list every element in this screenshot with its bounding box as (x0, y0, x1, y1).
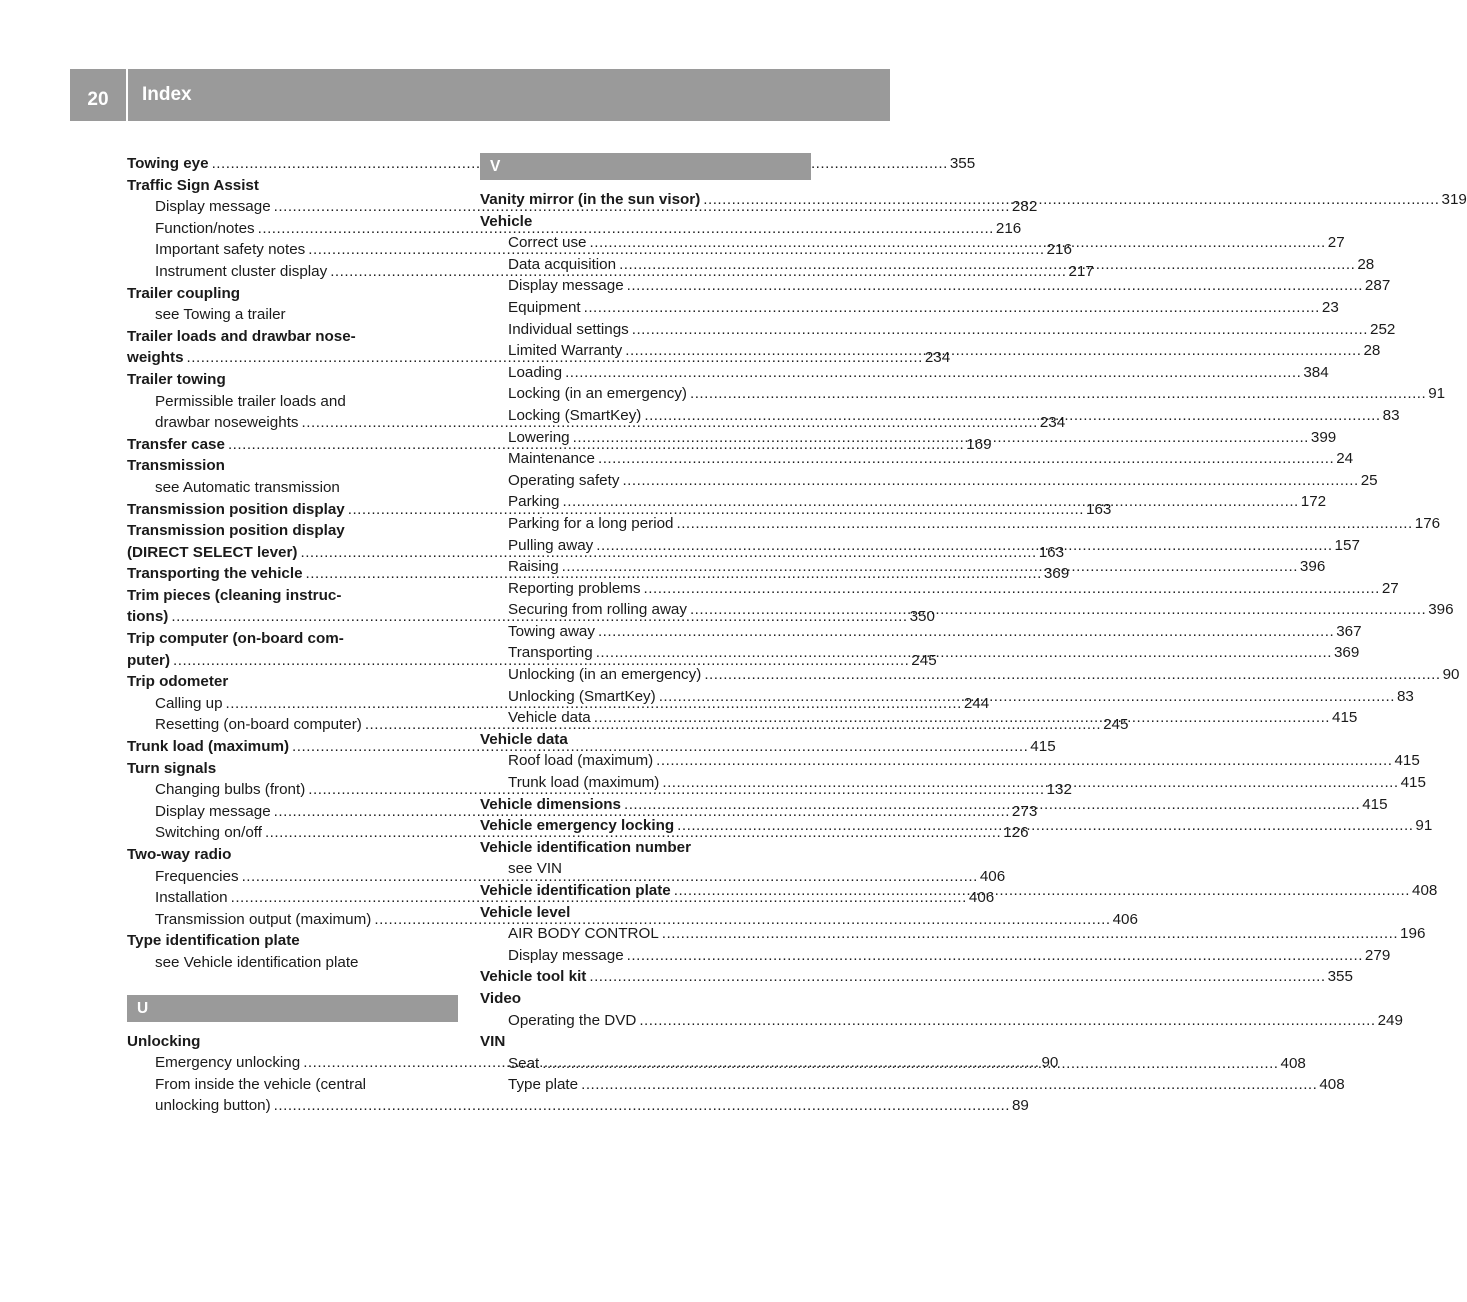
index-subentry[interactable] (480, 664, 1460, 686)
index-entry (127, 585, 458, 607)
dot-leader (622, 470, 1358, 492)
index-subentry (127, 304, 458, 326)
dot-leader (590, 232, 1326, 254)
dot-leader (677, 815, 1413, 837)
page-reference[interactable]: 126 (1003, 824, 1029, 842)
page-reference[interactable]: 90 (1442, 666, 1460, 684)
index-subentry[interactable] (480, 945, 1391, 967)
entry-text: Unlocking (in an emergency) (508, 666, 702, 684)
dot-leader (624, 794, 1360, 816)
dot-leader (542, 1053, 1278, 1075)
entry-text: Transmission position display (127, 500, 345, 518)
entry-text: Parking (508, 493, 560, 511)
entry-text: Trailer loads and drawbar nose- (127, 327, 356, 345)
index-entry (127, 758, 458, 780)
entry-text: Loading (508, 363, 563, 381)
entry-text: see Vehicle identification plate (155, 953, 359, 971)
page-reference[interactable]: 163 (1086, 500, 1112, 518)
dot-leader (703, 189, 1439, 211)
entry-text: Trunk load (maximum) (127, 738, 290, 756)
page-reference[interactable]: 25 (1360, 471, 1378, 489)
entry-text: Data acquisition (508, 255, 617, 273)
entry-text: Resetting (on-board computer) (155, 716, 362, 734)
index-subentry[interactable] (480, 923, 1426, 945)
index-subentry[interactable] (480, 470, 1378, 492)
page-reference[interactable]: 24 (1336, 450, 1354, 468)
entry-text: Type plate (508, 1076, 579, 1094)
page-reference[interactable]: 249 (1377, 1011, 1403, 1029)
dot-leader (619, 254, 1355, 276)
page-reference[interactable]: 408 (1280, 1054, 1306, 1072)
entry-text: Type identification plate (127, 932, 300, 950)
entry-text: Limited Warranty (508, 342, 623, 360)
index-subentry[interactable] (480, 513, 1441, 535)
index-entry[interactable] (480, 966, 1353, 988)
page-reference[interactable]: 273 (1011, 802, 1038, 820)
index-entry (127, 520, 458, 542)
entry-text: Towing eye (127, 155, 209, 172)
entry-text: Operating safety (508, 471, 620, 489)
entry-text: Trailer coupling (127, 284, 241, 302)
entry-text: Display message (508, 946, 624, 964)
section-spacer (127, 974, 458, 995)
page-reference[interactable]: 234 (1039, 414, 1066, 432)
dot-leader (644, 405, 1380, 427)
entry-text: Correct use (508, 234, 587, 252)
dot-leader (690, 383, 1426, 405)
index-subentry[interactable] (480, 362, 1329, 384)
entry-text: VIN (480, 1033, 506, 1051)
index-subentry (127, 391, 458, 413)
index-subentry (127, 952, 458, 974)
entry-text: Changing bulbs (front) (155, 781, 306, 799)
index-entry (127, 175, 458, 197)
entry-text: Display message (155, 198, 271, 216)
index-subentry[interactable] (480, 383, 1446, 405)
page-reference[interactable]: 415 (1400, 774, 1426, 792)
dot-leader (562, 556, 1298, 578)
dot-leader (656, 750, 1392, 772)
index-entry (127, 283, 458, 305)
entry-text: unlocking button) (155, 1097, 271, 1115)
entry-text: Individual settings (508, 320, 629, 338)
entry-text: Installation (155, 889, 228, 907)
entry-text: Permissible trailer loads and (155, 392, 346, 410)
entry-text: Trip odometer (127, 673, 229, 691)
dot-leader (584, 297, 1320, 319)
entry-text: Reporting problems (508, 579, 641, 597)
page-reference[interactable]: 163 (1038, 543, 1065, 561)
dot-leader (632, 319, 1368, 341)
page-reference[interactable]: 245 (1103, 716, 1129, 734)
entry-text: Two-way radio (127, 846, 232, 863)
entry-text: Vehicle dimensions (480, 795, 621, 813)
entry-text: Transmission output (maximum) (155, 910, 372, 928)
dot-leader (625, 340, 1361, 362)
dot-leader (662, 772, 1398, 794)
page-reference[interactable]: 408 (1319, 1076, 1345, 1094)
entry-text: Function/notes (155, 219, 255, 237)
dot-leader (704, 664, 1440, 686)
index-subentry[interactable] (480, 1010, 1403, 1032)
index-entry (480, 988, 811, 1010)
entry-text: Calling up (155, 694, 223, 712)
index-entry (480, 729, 811, 751)
page-reference[interactable]: 396 (1299, 558, 1326, 576)
page-reference[interactable]: 27 (1327, 234, 1345, 252)
page-reference[interactable]: 384 (1303, 363, 1329, 381)
index-subentry[interactable] (480, 275, 1391, 297)
dot-leader (627, 275, 1363, 297)
entry-text: Vehicle (480, 212, 533, 230)
dot-leader (598, 621, 1334, 643)
index-entry (127, 930, 458, 952)
page-title: Index (142, 84, 192, 105)
page-reference[interactable]: 234 (924, 349, 951, 367)
page-reference[interactable]: 396 (1428, 601, 1454, 619)
dot-leader (594, 707, 1330, 729)
page-reference[interactable]: 319 (1441, 191, 1467, 208)
entry-text: Emergency unlocking (155, 1054, 301, 1072)
entry-text: Unlocking (SmartKey) (508, 687, 656, 705)
entry-text: Vehicle data (508, 709, 591, 727)
dot-leader (598, 448, 1334, 470)
page-reference[interactable]: 196 (1400, 925, 1426, 943)
page-reference[interactable]: 83 (1382, 406, 1400, 424)
page-reference[interactable]: 355 (949, 155, 976, 172)
entry-text: Lowering (508, 428, 570, 446)
dot-leader (676, 513, 1412, 535)
entry-text: Trim pieces (cleaning instruc- (127, 586, 342, 604)
page-reference[interactable]: 287 (1364, 277, 1391, 295)
index-subentry (127, 477, 458, 499)
page-reference[interactable]: 282 (1011, 198, 1038, 216)
page-reference[interactable]: 89 (1011, 1097, 1029, 1115)
index-entry[interactable] (127, 153, 976, 175)
entry-text: Trunk load (maximum) (508, 774, 660, 792)
dot-leader (659, 686, 1395, 708)
dot-leader (627, 945, 1363, 967)
entry-text: Operating the DVD (508, 1011, 637, 1029)
page-reference[interactable]: 91 (1415, 817, 1433, 835)
entry-text: puter) (127, 651, 171, 669)
page-reference[interactable]: 83 (1396, 687, 1414, 705)
index-entry (127, 326, 458, 348)
page-reference[interactable]: 367 (1336, 622, 1362, 640)
entry-text: Vehicle level (480, 903, 571, 921)
header-divider (126, 69, 128, 121)
index-subentry[interactable] (127, 1095, 1029, 1117)
index-entry (480, 837, 811, 859)
entry-text: Locking (in an emergency) (508, 385, 687, 403)
index-subentry[interactable] (480, 297, 1339, 319)
entry-text: Display message (155, 802, 271, 820)
page-reference[interactable]: 415 (1332, 709, 1358, 727)
page-reference[interactable]: 28 (1363, 342, 1381, 360)
index-entry (127, 671, 458, 693)
entry-text: Vehicle identification plate (480, 882, 671, 899)
index-entry (480, 211, 811, 233)
page-reference[interactable]: 369 (1333, 644, 1360, 662)
page-reference[interactable]: 408 (1412, 882, 1438, 899)
index-entry (127, 844, 458, 866)
entry-text: Traffic Sign Assist (127, 176, 259, 194)
dot-leader (674, 880, 1410, 902)
entry-text: Vehicle identification number (480, 838, 691, 856)
entry-text: Unlocking (127, 1032, 201, 1050)
page-number: 20 (87, 89, 109, 110)
entry-text: Important safety notes (155, 241, 306, 259)
dot-leader (644, 578, 1380, 600)
index-entry (127, 455, 458, 477)
page-reference[interactable]: 132 (1046, 781, 1072, 799)
entry-text: (DIRECT SELECT lever) (127, 543, 298, 561)
page-reference[interactable]: 28 (1357, 255, 1375, 273)
entry-text: Vehicle tool kit (480, 968, 587, 986)
index-subentry[interactable] (480, 448, 1354, 470)
dot-leader (596, 642, 1332, 664)
entry-text: Seat (508, 1054, 540, 1072)
page-reference[interactable]: 244 (963, 694, 990, 712)
entry-text: Transfer case (127, 435, 225, 453)
page-reference[interactable]: 406 (979, 867, 1006, 885)
page-reference[interactable]: 350 (909, 608, 935, 626)
entry-text: Video (480, 989, 522, 1007)
section-letter-heading: U (127, 995, 458, 1022)
page-reference[interactable]: 216 (995, 219, 1022, 237)
entry-text: Switching on/off (155, 824, 262, 842)
entry-text: drawbar noseweights (155, 414, 299, 432)
dot-leader (274, 1095, 1010, 1117)
index-subentry (480, 858, 811, 880)
dot-leader (596, 535, 1332, 557)
entry-text: Parking for a long period (508, 514, 674, 532)
page-reference[interactable]: 415 (1030, 738, 1056, 756)
entry-text: Trip computer (on-board com- (127, 630, 344, 648)
page-header (70, 69, 890, 121)
entry-text: AIR BODY CONTROL (508, 925, 659, 943)
page-reference[interactable]: 279 (1364, 946, 1391, 964)
index-subentry[interactable] (480, 621, 1362, 643)
entry-text: Towing away (508, 622, 595, 640)
index-subentry[interactable] (480, 319, 1396, 341)
index-entry (127, 369, 458, 391)
page-reference[interactable]: 23 (1321, 298, 1339, 316)
entry-text: Transporting (508, 644, 593, 662)
dot-leader (662, 923, 1398, 945)
page-reference[interactable]: 27 (1381, 579, 1399, 597)
page-reference[interactable]: 252 (1370, 320, 1396, 338)
page-reference[interactable]: 399 (1310, 428, 1337, 446)
index-entry (480, 902, 811, 924)
page-reference[interactable]: 169 (966, 435, 992, 453)
entry-text: see VIN (508, 860, 563, 878)
page-reference[interactable]: 216 (1046, 241, 1072, 259)
entry-text: Transmission (127, 457, 225, 475)
page-reference[interactable]: 90 (1041, 1054, 1059, 1072)
dot-leader (563, 491, 1299, 513)
entry-text: Roof load (maximum) (508, 752, 654, 770)
entry-text: Vehicle data (480, 730, 568, 748)
page-reference[interactable]: 355 (1327, 968, 1353, 986)
page-reference[interactable]: 406 (968, 889, 995, 907)
page-reference[interactable]: 369 (1043, 565, 1070, 583)
page-reference[interactable]: 406 (1112, 910, 1138, 928)
dot-leader (565, 362, 1301, 384)
entry-text: Instrument cluster display (155, 262, 328, 280)
index-subentry (127, 1074, 458, 1096)
dot-leader (589, 966, 1325, 988)
entry-text: Trailer towing (127, 370, 226, 388)
entry-text: Securing from rolling away (508, 601, 687, 619)
entry-text: see Automatic transmission (155, 478, 340, 496)
dot-leader (581, 1074, 1317, 1096)
entry-text: tions) (127, 608, 169, 626)
index-entry (127, 628, 458, 650)
entry-text: Vanity mirror (in the sun visor) (480, 191, 701, 208)
index-subentry[interactable] (480, 1074, 1345, 1096)
page-reference[interactable]: 415 (1394, 752, 1420, 770)
entry-text: Raising (508, 558, 559, 576)
dot-leader (573, 427, 1309, 449)
page-reference[interactable]: 245 (911, 651, 937, 669)
page-reference[interactable]: 172 (1300, 493, 1327, 511)
entry-text: Equipment (508, 298, 581, 316)
entry-text: Vehicle emergency locking (480, 817, 675, 835)
entry-text: Turn signals (127, 759, 217, 777)
entry-text: Transporting the vehicle (127, 565, 303, 583)
entry-text: Pulling away (508, 536, 594, 554)
index-subentry[interactable] (480, 578, 1399, 600)
entry-text: Maintenance (508, 450, 595, 468)
page-reference[interactable]: 415 (1362, 795, 1388, 813)
entry-text: Frequencies (155, 867, 239, 885)
dot-leader (639, 1010, 1375, 1032)
index-subentry[interactable] (480, 750, 1420, 772)
page-reference[interactable]: 157 (1334, 536, 1360, 554)
entry-text: Transmission position display (127, 522, 345, 540)
section-letter-heading: V (480, 153, 811, 180)
index-entry (127, 1031, 458, 1053)
entry-text: Locking (SmartKey) (508, 406, 642, 424)
page-reference[interactable]: 217 (1068, 262, 1094, 280)
dot-leader (690, 599, 1426, 621)
entry-text: weights (127, 349, 184, 367)
entry-text: see Towing a trailer (155, 306, 286, 324)
entry-text: From inside the vehicle (central (155, 1075, 367, 1093)
index-entry (480, 1031, 811, 1053)
entry-text: Display message (508, 277, 624, 295)
page-reference[interactable]: 91 (1428, 385, 1446, 403)
page-reference[interactable]: 176 (1414, 514, 1441, 532)
